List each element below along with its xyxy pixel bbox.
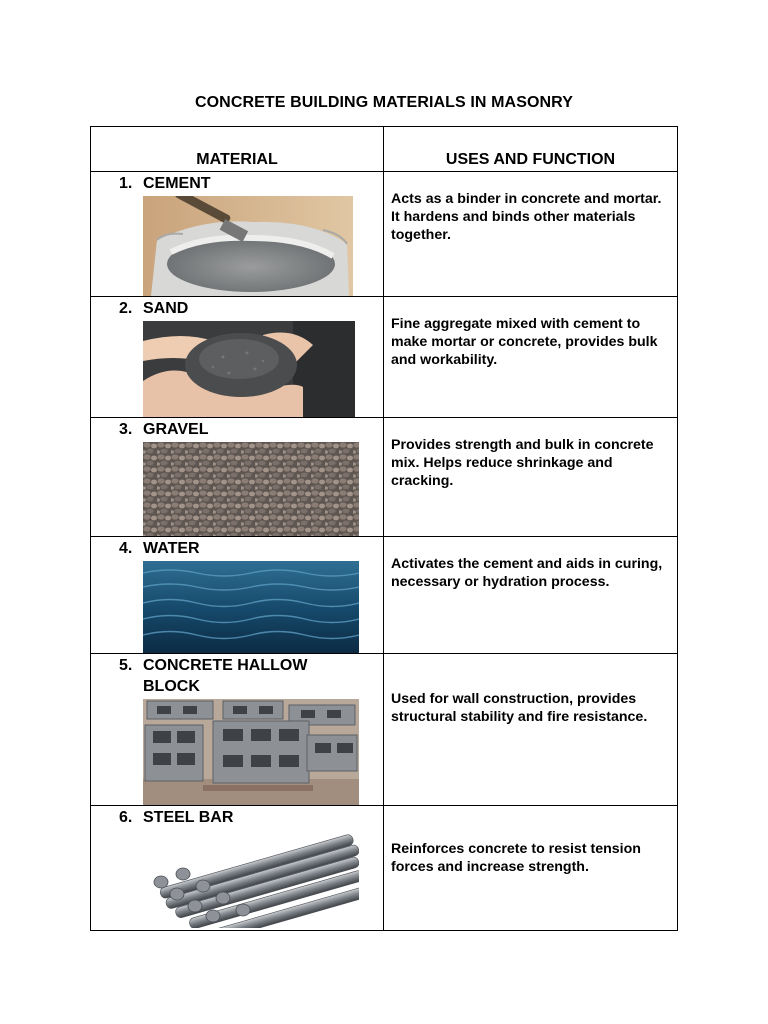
material-name: CEMENT [143, 175, 211, 192]
row-number: 1. [119, 175, 133, 192]
material-name: CONCRETE HALLOW BLOCK [143, 657, 308, 695]
gravel-image [143, 442, 359, 536]
sand-image [143, 321, 355, 417]
material-name: SAND [143, 300, 189, 317]
hollow-block-image [143, 699, 359, 805]
material-cell [91, 537, 384, 654]
row-number: 2. [119, 300, 133, 317]
use-cell: Provides strength and bulk in concrete mix. Helps reduce shrinkage and cracking. [384, 418, 678, 537]
steel-bar-image [143, 830, 359, 928]
row-number: 5. [119, 657, 133, 674]
row-number: 6. [119, 809, 133, 826]
material-name: GRAVEL [143, 421, 209, 438]
water-image [143, 561, 359, 653]
row-number: 3. [119, 421, 133, 438]
table-row [91, 418, 678, 537]
material-cell [91, 418, 384, 537]
material-cell [91, 172, 384, 297]
materials-table [90, 126, 678, 931]
material-name: WATER [143, 540, 200, 557]
material-cell [91, 654, 384, 806]
use-cell: Used for wall construction, provides structural stability and fire resistance. [384, 654, 678, 806]
cement-image [143, 196, 353, 296]
header-material: MATERIAL [91, 127, 384, 172]
table-row [91, 172, 678, 297]
use-cell: Acts as a binder in concrete and mortar. It hardens and binds other materials together. [384, 172, 678, 297]
header-uses: USES AND FUNCTION [384, 127, 678, 172]
use-cell: Reinforces concrete to resist tension forces and increase strength. [384, 806, 678, 931]
table-row [91, 297, 678, 418]
use-cell: Activates the cement and aids in curing, necessary or hydration process. [384, 537, 678, 654]
material-cell [91, 297, 384, 418]
table-row [91, 654, 678, 806]
material-cell [91, 806, 384, 931]
table-row [91, 537, 678, 654]
table-row [91, 806, 678, 931]
page-title: CONCRETE BUILDING MATERIALS IN MASONRY [194, 94, 574, 111]
material-name: STEEL BAR [143, 809, 234, 826]
use-cell: Fine aggregate mixed with cement to make mortar or concrete, provides bulk and workability. [384, 297, 678, 418]
row-number: 4. [119, 540, 133, 557]
table-header-row [91, 127, 678, 172]
